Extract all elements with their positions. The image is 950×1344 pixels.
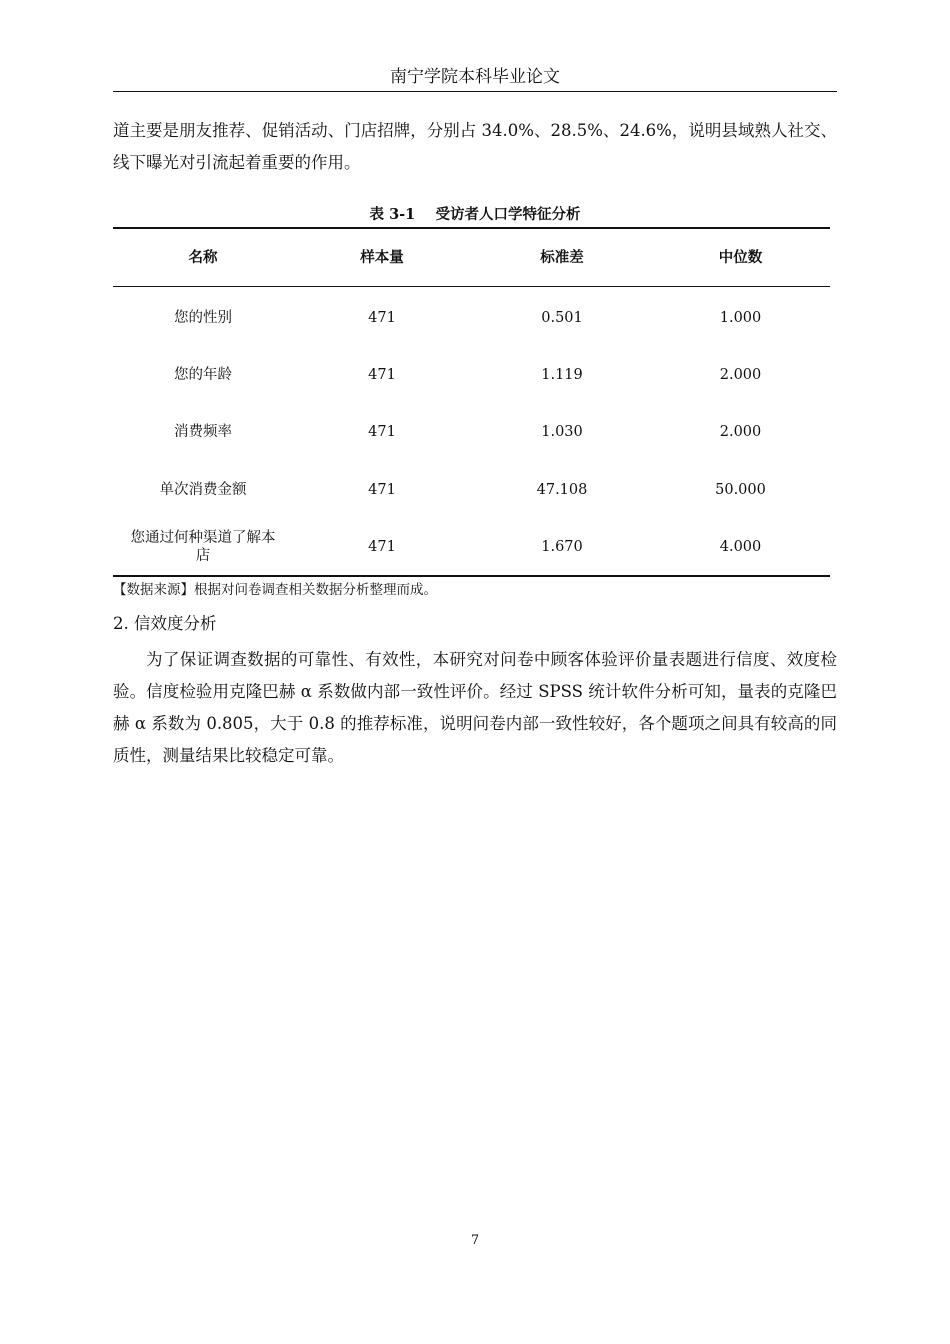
table-row — [113, 518, 830, 575]
table-row — [113, 403, 830, 461]
table-row — [113, 346, 830, 403]
row-name-cell: 您的性别 — [174, 309, 232, 326]
row-name-cell: 消费频率 — [174, 424, 232, 440]
running-header-title: 南宁学院本科毕业论文 — [390, 67, 560, 87]
row-sample-size-cell: 471 — [368, 424, 396, 440]
row-std-dev-cell: 47.108 — [536, 481, 588, 498]
row-sample-size-cell: 471 — [368, 366, 396, 383]
row-sample-size-cell: 471 — [368, 481, 396, 498]
row-name-cell: 单次消费金额 — [159, 481, 247, 498]
table-bottom-rule — [113, 575, 830, 577]
table-caption: 表 3-1 受访者人口学特征分析 — [369, 206, 581, 223]
row-name-cell: 您通过何种渠道了解本店 — [130, 529, 276, 564]
row-median-cell: 2.000 — [719, 424, 762, 440]
row-std-dev-cell: 0.501 — [541, 309, 583, 326]
section-heading: 2. 信效度分析 — [113, 614, 217, 633]
intro-paragraph: 道主要是朋友推荐、促销活动、门店招牌，分别占 34.0%、28.5%、24.6%，说明县域熟人社交、线下曝光对引流起着重要的作用。 — [113, 121, 837, 172]
row-median-cell: 1.000 — [719, 309, 762, 326]
row-sample-size-cell: 471 — [368, 309, 396, 326]
page-number: 7 — [470, 1233, 480, 1248]
row-median-cell: 50.000 — [715, 481, 766, 498]
table-row — [113, 289, 830, 346]
table-header-row — [113, 229, 830, 286]
row-sample-size-cell: 471 — [368, 538, 396, 555]
row-std-dev-cell: 1.670 — [541, 538, 583, 555]
header-rule — [113, 91, 837, 92]
table-row — [113, 461, 830, 518]
table-header-rule — [113, 286, 830, 287]
table-source-note: 【数据来源】根据对问卷调查相关数据分析整理而成。 — [113, 582, 437, 598]
column-header-std-dev: 标准差 — [540, 248, 584, 266]
row-name-cell: 您的年龄 — [174, 366, 232, 383]
row-median-cell: 2.000 — [719, 366, 762, 383]
reliability-paragraph: 为了保证调查数据的可靠性、有效性，本研究对问卷中顾客体验评价量表题进行信度、效度检验。信度检验用克隆巴赫 α 系数做内部一致性评价。经过 SPSS 统计软件分析可知，量表的克隆巴赫 α 系数为 0.805，大于 0.8 的推荐标准，说明问卷内部一致性较好，各个题项之间具有较高的同质性，测量结果比较稳定可靠。 — [113, 650, 837, 765]
column-header-name: 名称 — [188, 248, 218, 266]
column-header-sample-size: 样本量 — [360, 248, 404, 266]
row-std-dev-cell: 1.119 — [541, 366, 583, 383]
column-header-median: 中位数 — [718, 248, 763, 266]
row-median-cell: 4.000 — [719, 538, 762, 555]
row-std-dev-cell: 1.030 — [541, 424, 583, 440]
